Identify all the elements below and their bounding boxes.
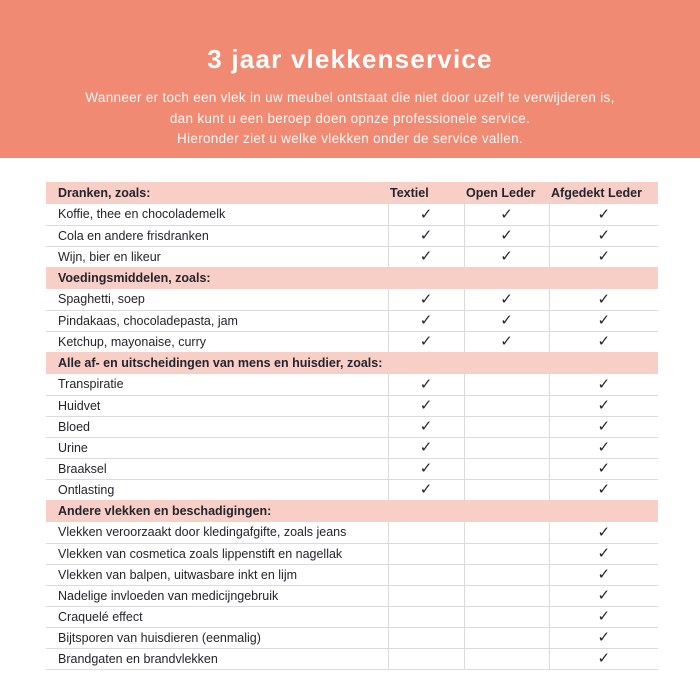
check-cell-open-leder <box>464 543 549 564</box>
checkmark-icon: ✓ <box>419 481 433 499</box>
service-table-body <box>46 182 658 669</box>
row-label: Wijn, bier en likeur <box>46 246 388 267</box>
hero-subtitle-line: dan kunt u een beroep doen opnze professionele service. <box>169 110 531 126</box>
checkmark-icon: ✓ <box>419 290 433 308</box>
check-cell-open-leder <box>464 606 549 627</box>
checkmark-icon: ✓ <box>419 375 433 393</box>
check-cell-open-leder <box>464 374 549 395</box>
checkmark-icon: ✓ <box>597 227 611 244</box>
check-cell-textiel <box>388 648 464 669</box>
checkmark-icon: ✓ <box>419 227 433 244</box>
section-header-row-alle-af-en-uitscheidingen-van-mens-en-huisdier-zoals <box>46 352 658 374</box>
row-label: Brandgaten en brandvlekken <box>46 648 388 669</box>
column-header-textiel: Textiel <box>388 182 464 204</box>
check-cell-open-leder <box>464 522 549 543</box>
check-cell-textiel <box>388 395 464 416</box>
checkmark-icon: ✓ <box>419 205 433 223</box>
check-cell-open-leder <box>464 395 549 416</box>
check-cell-textiel <box>388 204 464 225</box>
check-cell-textiel <box>388 437 464 458</box>
section-header-row-dranken-zoals <box>46 182 658 204</box>
check-cell-open-leder <box>464 648 549 669</box>
checkmark-icon: ✓ <box>597 439 611 456</box>
check-cell-open-leder <box>464 458 549 479</box>
table-row <box>46 648 658 669</box>
checkmark-icon: ✓ <box>419 418 433 435</box>
section-title: Voedingsmiddelen, zoals: <box>46 267 388 289</box>
row-label: Braaksel <box>46 458 388 479</box>
hero-banner <box>0 0 700 158</box>
check-cell-textiel <box>388 522 464 543</box>
check-cell-open-leder <box>464 204 549 225</box>
hero-subtitle-line: Wanneer er toch een vlek in uw meubel ontstaat die niet door uzelf te verwijderen is, <box>85 90 615 105</box>
checkmark-icon: ✓ <box>597 205 611 223</box>
check-cell-textiel <box>388 331 464 352</box>
check-cell-open-leder <box>464 416 549 437</box>
checkmark-icon: ✓ <box>500 248 513 266</box>
hero-subtitle-line: Hieronder ziet u welke vlekken onder de service vallen. <box>177 131 523 146</box>
row-label: Craquelé effect <box>46 606 388 627</box>
page-title: 3 jaar vlekkenservice <box>207 44 493 74</box>
check-cell-afgedekt-leder <box>549 543 658 564</box>
row-label: Urine <box>46 437 388 458</box>
stain-service-table-area <box>46 182 658 670</box>
checkmark-icon: ✓ <box>597 545 611 562</box>
table-row <box>46 458 658 479</box>
check-cell-afgedekt-leder <box>549 479 658 500</box>
column-header-open-leder <box>464 500 549 522</box>
table-row <box>46 204 658 225</box>
checkmark-icon: ✓ <box>597 587 611 604</box>
check-cell-afgedekt-leder <box>549 310 658 331</box>
checkmark-icon: ✓ <box>597 460 611 477</box>
row-label: Vlekken van cosmetica zoals lippenstift en nagellak <box>46 543 388 564</box>
check-cell-afgedekt-leder <box>549 648 658 669</box>
check-cell-open-leder <box>464 627 549 648</box>
check-cell-afgedekt-leder <box>549 331 658 352</box>
checkmark-icon: ✓ <box>419 248 433 266</box>
check-cell-textiel <box>388 458 464 479</box>
row-label: Cola en andere frisdranken <box>46 225 388 246</box>
checkmark-icon: ✓ <box>500 333 513 351</box>
check-cell-textiel <box>388 225 464 246</box>
checkmark-icon: ✓ <box>597 523 611 541</box>
row-label: Bijtsporen van huisdieren (eenmalig) <box>46 627 388 648</box>
check-cell-textiel <box>388 543 464 564</box>
row-label: Ontlasting <box>46 479 388 500</box>
checkmark-icon: ✓ <box>419 439 433 456</box>
row-label: Ketchup, mayonaise, curry <box>46 331 388 352</box>
check-cell-textiel <box>388 374 464 395</box>
check-cell-open-leder <box>464 289 549 310</box>
row-label: Vlekken van balpen, uitwasbare inkt en lijm <box>46 564 388 585</box>
check-cell-textiel <box>388 564 464 585</box>
table-row <box>46 437 658 458</box>
checkmark-icon: ✓ <box>419 460 433 477</box>
check-cell-open-leder <box>464 246 549 267</box>
column-header-textiel <box>388 500 464 522</box>
check-cell-textiel <box>388 246 464 267</box>
checkmark-icon: ✓ <box>500 227 513 244</box>
table-row <box>46 543 658 564</box>
column-header-open-leder: Open Leder <box>464 182 549 204</box>
service-table <box>46 182 658 670</box>
checkmark-icon: ✓ <box>597 375 611 393</box>
checkmark-icon: ✓ <box>597 629 611 646</box>
column-header-open-leder <box>464 352 549 374</box>
check-cell-open-leder <box>464 564 549 585</box>
check-cell-textiel <box>388 627 464 648</box>
check-cell-afgedekt-leder <box>549 606 658 627</box>
checkmark-icon: ✓ <box>597 397 611 414</box>
checkmark-icon: ✓ <box>597 248 611 266</box>
check-cell-afgedekt-leder <box>549 458 658 479</box>
checkmark-icon: ✓ <box>597 650 611 667</box>
row-label: Spaghetti, soep <box>46 289 388 310</box>
checkmark-icon: ✓ <box>597 333 611 351</box>
table-row <box>46 585 658 606</box>
table-row <box>46 246 658 267</box>
row-label: Bloed <box>46 416 388 437</box>
check-cell-textiel <box>388 289 464 310</box>
checkmark-icon: ✓ <box>597 418 611 435</box>
check-cell-afgedekt-leder <box>549 416 658 437</box>
table-row <box>46 225 658 246</box>
table-row <box>46 331 658 352</box>
check-cell-afgedekt-leder <box>549 374 658 395</box>
column-header-textiel <box>388 267 464 289</box>
check-cell-textiel <box>388 479 464 500</box>
check-cell-afgedekt-leder <box>549 437 658 458</box>
checkmark-icon: ✓ <box>597 608 611 625</box>
column-header-afgedekt-leder <box>549 500 658 522</box>
check-cell-open-leder <box>464 437 549 458</box>
check-cell-afgedekt-leder <box>549 564 658 585</box>
check-cell-open-leder <box>464 225 549 246</box>
table-row <box>46 395 658 416</box>
section-title: Dranken, zoals: <box>46 182 388 204</box>
checkmark-icon: ✓ <box>500 312 513 329</box>
table-row <box>46 416 658 437</box>
check-cell-afgedekt-leder <box>549 225 658 246</box>
row-label: Pindakaas, chocoladepasta, jam <box>46 310 388 331</box>
check-cell-textiel <box>388 606 464 627</box>
check-cell-afgedekt-leder <box>549 204 658 225</box>
section-header-row-andere-vlekken-en-beschadigingen <box>46 500 658 522</box>
column-header-open-leder <box>464 267 549 289</box>
table-row <box>46 564 658 585</box>
check-cell-afgedekt-leder <box>549 289 658 310</box>
table-row <box>46 289 658 310</box>
section-title: Alle af- en uitscheidingen van mens en huisdier, zoals: <box>46 352 388 374</box>
checkmark-icon: ✓ <box>500 205 513 223</box>
check-cell-afgedekt-leder <box>549 585 658 606</box>
table-row <box>46 479 658 500</box>
check-cell-afgedekt-leder <box>549 522 658 543</box>
table-row <box>46 310 658 331</box>
row-label: Huidvet <box>46 395 388 416</box>
column-header-textiel <box>388 352 464 374</box>
section-title: Andere vlekken en beschadigingen: <box>46 500 388 522</box>
check-cell-afgedekt-leder <box>549 246 658 267</box>
checkmark-icon: ✓ <box>419 333 433 351</box>
checkmark-icon: ✓ <box>419 397 433 414</box>
check-cell-afgedekt-leder <box>549 395 658 416</box>
check-cell-open-leder <box>464 585 549 606</box>
row-label: Vlekken veroorzaakt door kledingafgifte, zoals jeans <box>46 522 388 543</box>
row-label: Transpiratie <box>46 374 388 395</box>
table-row <box>46 522 658 543</box>
checkmark-icon: ✓ <box>597 566 611 583</box>
checkmark-icon: ✓ <box>597 290 611 308</box>
column-header-afgedekt-leder <box>549 267 658 289</box>
check-cell-open-leder <box>464 331 549 352</box>
table-row <box>46 374 658 395</box>
column-header-afgedekt-leder <box>549 352 658 374</box>
check-cell-textiel <box>388 585 464 606</box>
table-row <box>46 627 658 648</box>
check-cell-afgedekt-leder <box>549 627 658 648</box>
checkmark-icon: ✓ <box>419 312 433 329</box>
check-cell-open-leder <box>464 479 549 500</box>
check-cell-open-leder <box>464 310 549 331</box>
checkmark-icon: ✓ <box>597 312 611 329</box>
checkmark-icon: ✓ <box>597 481 611 499</box>
column-header-afgedekt-leder: Afgedekt Leder <box>549 182 658 204</box>
row-label: Nadelige invloeden van medicijngebruik <box>46 585 388 606</box>
hero-subtitle <box>0 88 700 150</box>
checkmark-icon: ✓ <box>500 290 513 308</box>
check-cell-textiel <box>388 310 464 331</box>
section-header-row-voedingsmiddelen-zoals <box>46 267 658 289</box>
table-row <box>46 606 658 627</box>
row-label: Koffie, thee en chocolademelk <box>46 204 388 225</box>
check-cell-textiel <box>388 416 464 437</box>
